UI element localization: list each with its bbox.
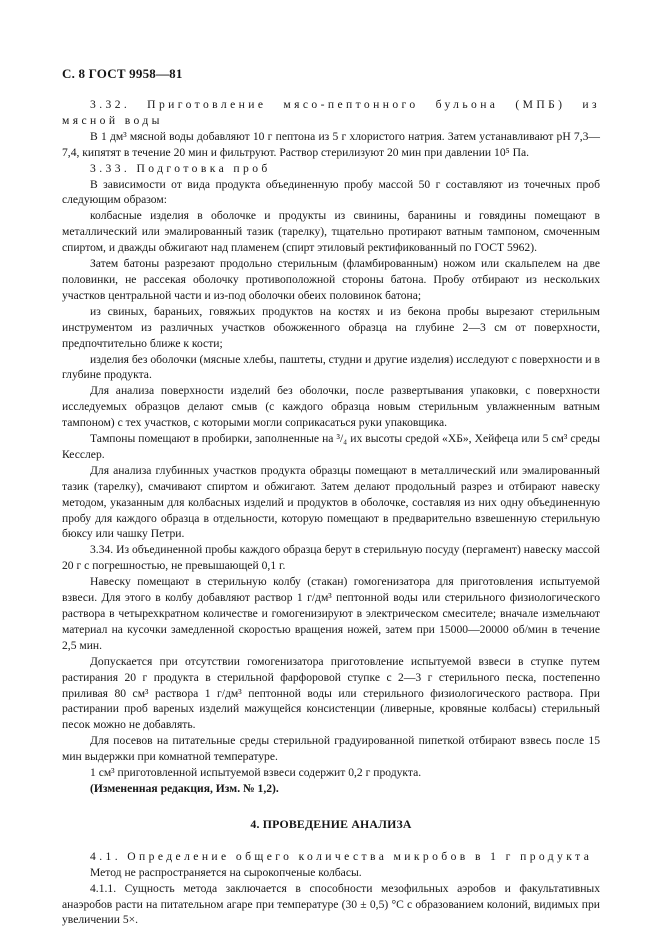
paragraph: Затем батоны разрезают продольно стерильным (фламбированным) ножом или скальпелем на две половинки, не рассекая оболочку противоположной стороны батона. Пробу отбирают из нескольких участков центральной части и из-под оболочки обеих половинок батона; bbox=[62, 257, 600, 302]
paragraph: В 1 дм³ мясной воды добавляют 10 г пептона из 5 г хлористого натрия. Затем устанавливают pH 7,3—7,4, кипятят в течение 20 мин и фильтруют. Раствор стерилизуют 20 мин при давлении 10⁵ Па. bbox=[62, 129, 600, 159]
paragraph-3-33-title: 3.33. Подготовка проб bbox=[90, 161, 271, 175]
document-body bbox=[62, 97, 600, 928]
paragraph: Тампоны помещают в пробирки, заполненные на ³/₄ их высоты средой «ХБ», Хейфеца или 5 см³ среды Кесслер. bbox=[62, 432, 600, 461]
paragraph: Допускается при отсутствии гомогенизатора приготовление испытуемой взвеси в ступке путем растирания 20 г продукта в стерильной фарфоровой ступке с 2—3 г стерильного песка, постепенно приливая 80 см³ раствора 1 г/дм³ пептонной воды или стерильного физиологического раствора. При растирании проб вареных изделий мажущейся консистенции (ливерные, кровяные колбасы) стерильный песок можно не добавлять. bbox=[62, 654, 600, 732]
paragraph-4-1-1: 4.1.1. Сущность метода заключается в способности мезофильных аэробов и факультативных анаэробов расти на питательном агаре при температуре (30 ± 0,5) °С с образованием колоний, видимых при увеличении 5×. bbox=[62, 881, 600, 927]
paragraph: Метод не распространяется на сырокопченые колбасы. bbox=[90, 865, 362, 879]
paragraph: 1 см³ приготовленной испытуемой взвеси содержит 0,2 г продукта. bbox=[90, 766, 422, 780]
page-header: С. 8 ГОСТ 9958—81 bbox=[62, 66, 183, 81]
paragraph: изделия без оболочки (мясные хлебы, паштеты, студни и другие изделия) исследуют с поверхности и в глубине продукта. bbox=[62, 352, 600, 382]
paragraph: Для анализа поверхности изделий без оболочки, после развертывания упаковки, с поверхности исследуемых образцов делают смыв (с каждого образца новым стерильным увлажненным ватным тампоном) с тех участков, с которыми могли соприкасаться руки упаковщика. bbox=[62, 384, 600, 430]
paragraph-3-34: 3.34. Из объединенной пробы каждого образца берут в стерильную посуду (пергамент) навеску массой 20 г с погрешностью, не превышающей 0,1 г. bbox=[62, 543, 600, 573]
paragraph: Для посевов на питательные среды стерильной градуированной пипеткой отбирают взвесь после 15 мин выдержки при комнатной температуре. bbox=[62, 734, 600, 764]
paragraph: В зависимости от вида продукта объединенную пробу массой 50 г составляют из точечных проб следующим образом: bbox=[62, 177, 600, 207]
paragraph: Для анализа глубинных участков продукта образцы помещают в металлический или эмалированный тазик (тарелку), смачивают спиртом и обжигают. Затем делают продольный разрез и отбирают навеску методом, указанным для колбасных изделий и продуктов в оболочке, составляя из них одну объединенную пробу для каждого образца в отдельности, которую помещают в предварительно взвешенную стерильную бюксу или чашку Петри. bbox=[62, 463, 600, 541]
paragraph: из свиных, бараньих, говяжьих продуктов на костях и из бекона пробы вырезают стерильным инструментом из различных участков обожженного образца на глубине 2—3 см от поверхности, предпочтительно ближе к кости; bbox=[62, 304, 600, 350]
section-title: 4. ПРОВЕДЕНИЕ АНАЛИЗА bbox=[250, 816, 412, 831]
paragraph-4-1-title: 4.1. Определение общего количества микробов в 1 г продукта bbox=[90, 849, 593, 863]
paragraph: колбасные изделия в оболочке и продукты из свинины, баранины и говядины помещают в металлический или эмалированный тазик (тарелку), тщательно протирают ватным тампоном, смоченным спиртом, и дважды обжигают над пламенем (спирт этиловый ректификованный по ГОСТ 5962). bbox=[62, 209, 600, 255]
paragraph: Навеску помещают в стерильную колбу (стакан) гомогенизатора для приготовления испытуемой взвеси. Для этого в колбу добавляют раствор 1 г/дм³ пептонной воды или стерильного физиологического раствора в четырехкратном количестве и гомогенизируют в электрическом смесителе; вначале измельчают материал на кусочки замедленной скоростью вращения ножей, затем при 15000—20000 об/мин в течение 2,5 мин. bbox=[62, 575, 600, 652]
paragraph-3-32-title: 3.32. Приготовление мясо-пептонного бульона (МПБ) из мясной воды bbox=[62, 98, 600, 127]
amendment-note: (Измененная редакция, Изм. № 1,2). bbox=[90, 781, 279, 795]
